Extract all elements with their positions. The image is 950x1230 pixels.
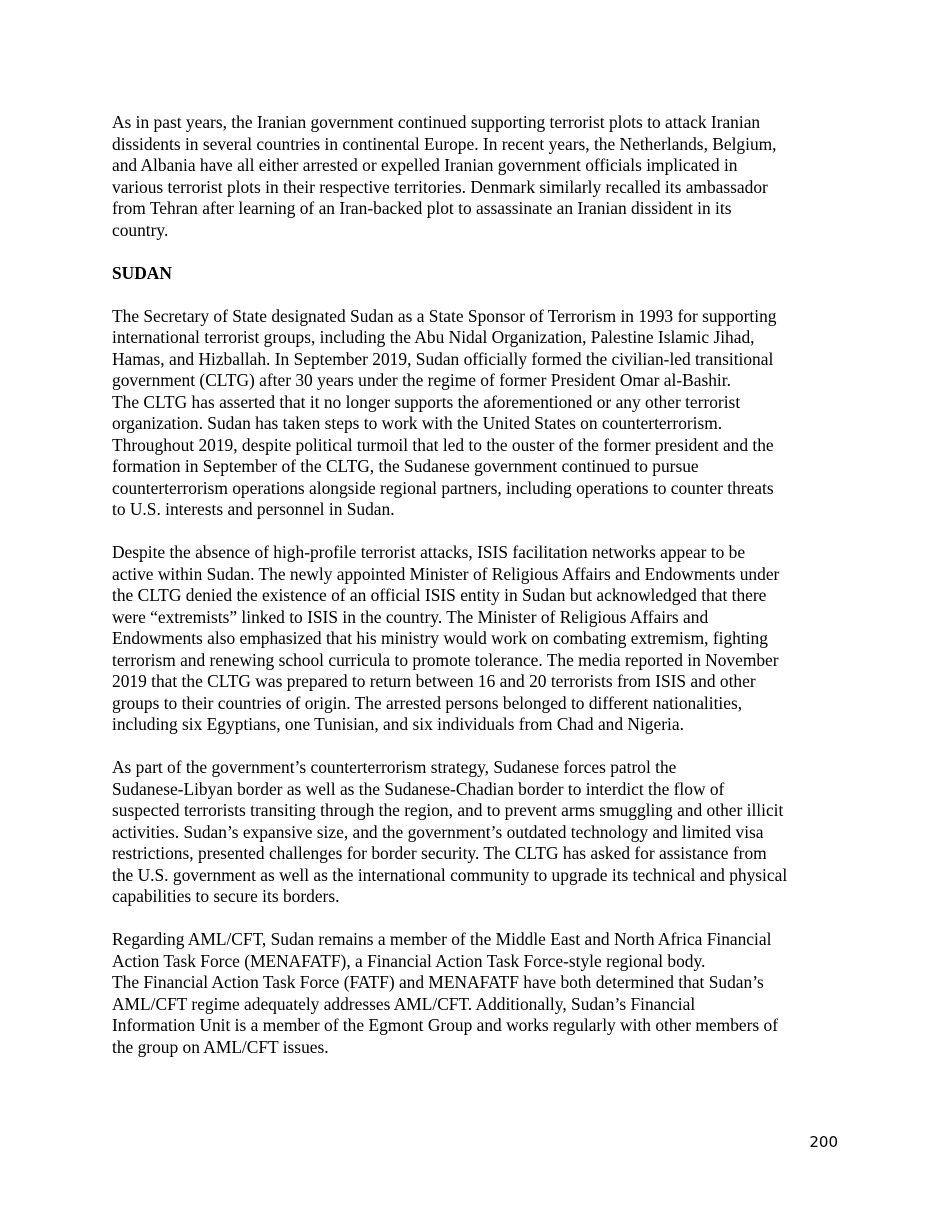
page-number: 200 [809, 1133, 838, 1151]
body-paragraph-4: Regarding AML/CFT, Sudan remains a member of the Middle East and North Africa Financial Action Task Force (MENAFATF), a Financial Action Task Force-style regional body. The Financial Action Task Force (FATF) and MENAFATF have both determined that Sudan’s AML/CFT regime adequately addresses AML/CFT. Additionally, Sudan’s Financial Information Unit is a member of the Egmont Group and works regularly with other members of the group on AML/CFT issues. [112, 929, 778, 1057]
body-paragraph-3: As part of the government’s counterterrorism strategy, Sudanese forces patrol the Sudanese-Libyan border as well as the Sudanese-Chadian border to interdict the flow of suspected terrorists transiting through the region, and to prevent arms smuggling and other illicit activities. Sudan’s expansive size, and the government’s outdated technology and limited visa restrictions, presented challenges for border security. The CLTG has asked for assistance from the U.S. government as well as the international community to upgrade its technical and physical capabilities to secure its borders. [112, 757, 788, 906]
body-paragraph-1: The Secretary of State designated Sudan as a State Sponsor of Terrorism in 1993 for supporting international terrorist groups, including the Abu Nidal Organization, Palestine Islamic Jihad, Hamas, and Hizballah. In September 2019, Sudan officially formed the civilian-led transitional government (CLTG) after 30 years under the regime of former President Omar al-Bashir. The CLTG has asserted that it no longer supports the aforementioned or any other terrorist organization. Sudan has taken steps to work with the United States on counterterrorism. Throughout 2019, despite political turmoil that led to the ouster of the former president and the formation in September of the CLTG, the Sudanese government continued to pursue counterterrorism operations alongside regional partners, including operations to counter threats to U.S. interests and personnel in Sudan. [112, 305, 777, 519]
section-heading: SUDAN [112, 262, 172, 283]
intro-paragraph: As in past years, the Iranian government continued supporting terrorist plots to attack Iranian dissidents in several countries in continental Europe. In recent years, the Netherlands, Belgium, and Albania have all either arrested or expelled Iranian government officials implicated in various terrorist plots in their respective territories. Denmark similarly recalled its ambassador from Tehran after learning of an Iran-backed plot to assassinate an Iranian dissident in its country. [112, 112, 777, 240]
body-paragraph-2: Despite the absence of high-profile terrorist attacks, ISIS facilitation networks appear to be active within Sudan. The newly appointed Minister of Religious Affairs and Endowments under the CLTG denied the existence of an official ISIS entity in Sudan but acknowledged that there were “extremists” linked to ISIS in the country. The Minister of Religious Affairs and Endowments also emphasized that his ministry would work on combating extremism, fighting terrorism and renewing school curricula to promote tolerance. The media reported in November 2019 that the CLTG was prepared to return between 16 and 20 terrorists from ISIS and other groups to their countries of origin. The arrested persons belonged to different nationalities, including six Egyptians, one Tunisian, and six individuals from Chad and Nigeria. [112, 542, 780, 734]
page-content [112, 112, 842, 1080]
